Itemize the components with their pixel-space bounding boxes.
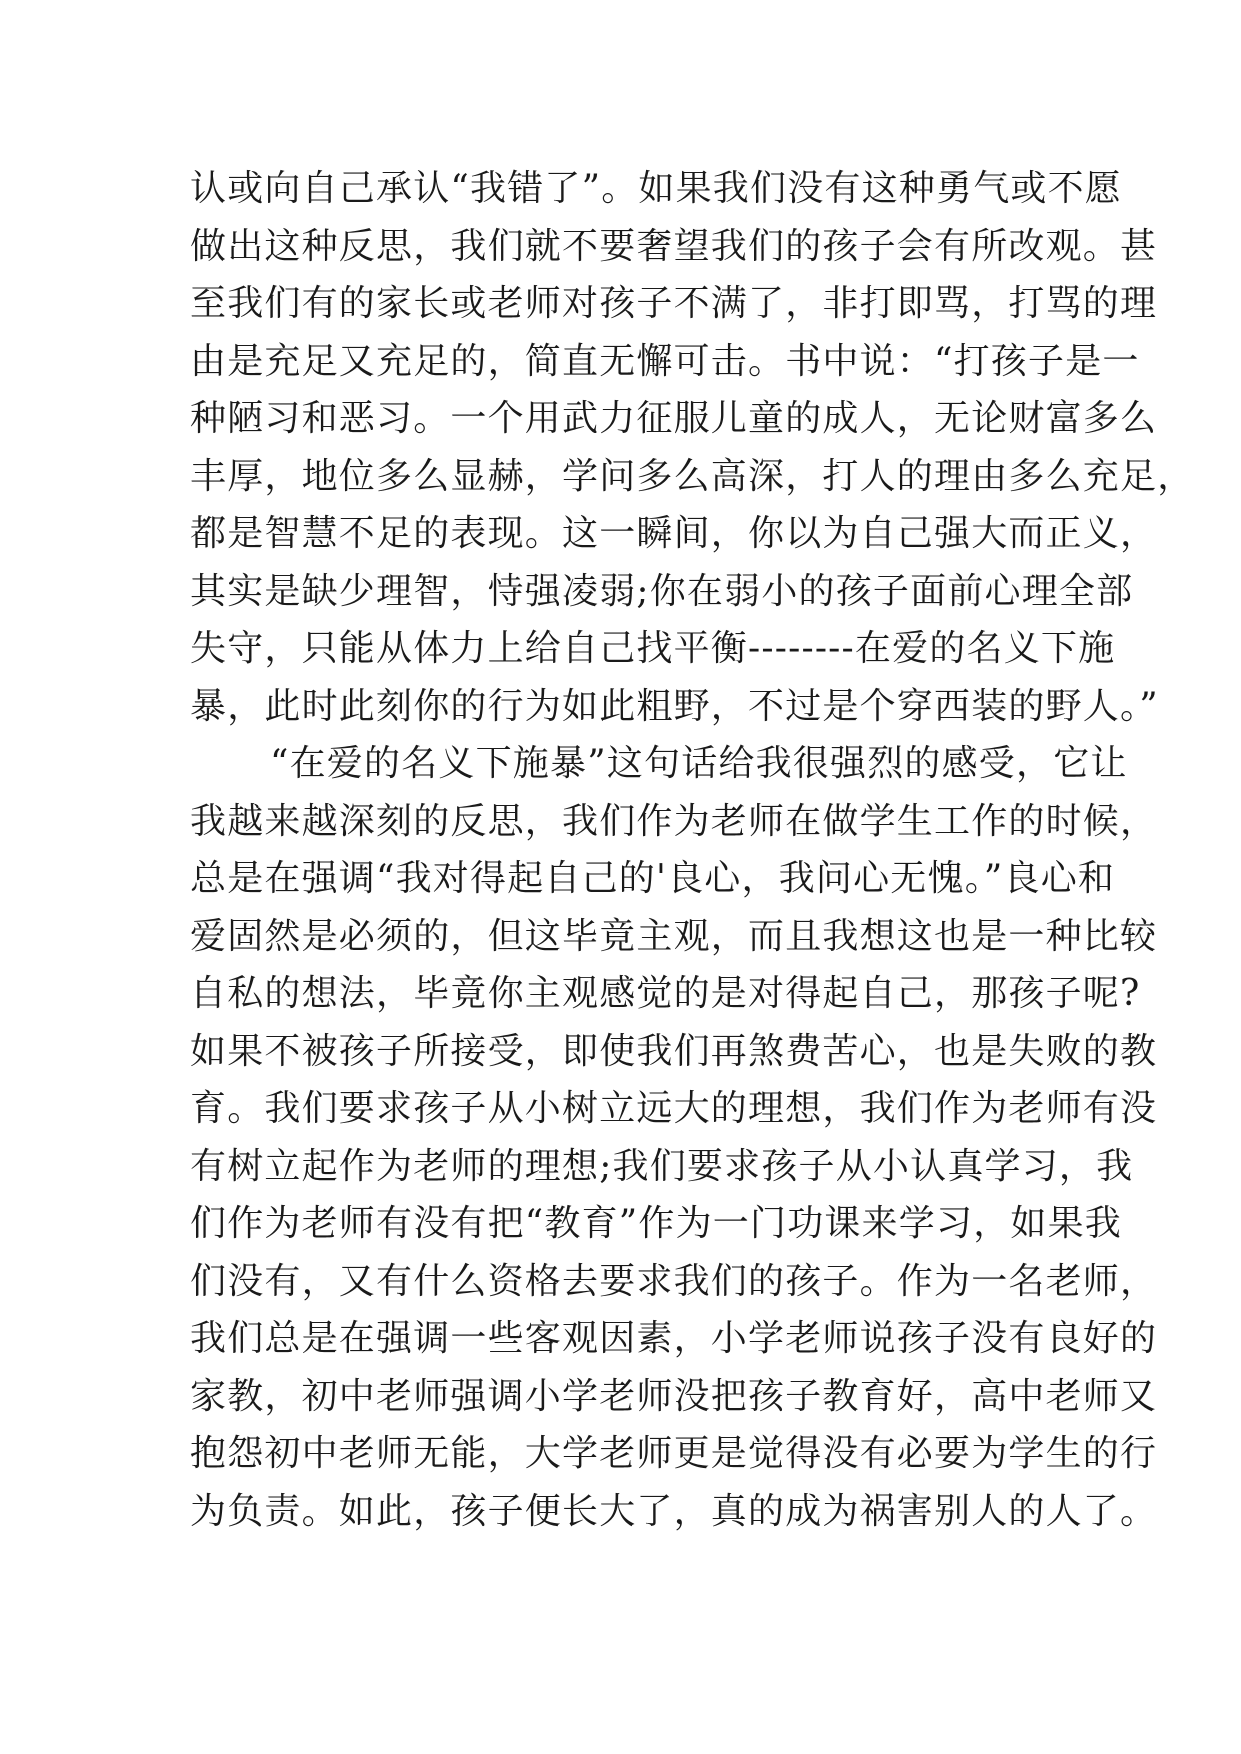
text-line: 自私的想法，毕竟你主观感觉的是对得起自己，那孩子呢? bbox=[190, 973, 1141, 1014]
text-line: 我们总是在强调一些客观因素，小学老师说孩子没有良好的 bbox=[190, 1318, 1158, 1359]
text-line: 们作为老师有没有把“教育”作为一门功课来学习，如果我 bbox=[190, 1203, 1123, 1244]
text-line: 爱固然是必须的，但这毕竟主观，而且我想这也是一种比较 bbox=[190, 915, 1158, 957]
text-line: 由是充足又充足的，简直无懈可击。书中说：“打孩子是一 bbox=[190, 340, 1140, 382]
text-line: 们没有，又有什么资格去要求我们的孩子。作为一名老师， bbox=[190, 1260, 1158, 1302]
text-line: 至我们有的家长或老师对孩子不满了，非打即骂，打骂的理 bbox=[190, 283, 1158, 324]
text-line: 我越来越深刻的反思，我们作为老师在做学生工作的时候， bbox=[190, 800, 1158, 842]
text-line: 家教，初中老师强调小学老师没把孩子教育好，高中老师又 bbox=[190, 1375, 1158, 1417]
paragraph-start-line: “在爱的名义下施暴”这句话给我很强烈的感受，它让 bbox=[270, 743, 1128, 784]
text-line: 暴，此时此刻你的行为如此粗野，不过是个穿西装的野人。” bbox=[190, 685, 1159, 727]
text-line: 总是在强调“我对得起自己的'良心，我问心无愧。”良心和 bbox=[190, 858, 1116, 899]
text-line: 如果不被孩子所接受，即使我们再煞费苦心，也是失败的教 bbox=[190, 1030, 1158, 1072]
text-line: 育。我们要求孩子从小树立远大的理想，我们作为老师有没 bbox=[190, 1088, 1158, 1129]
text-line: 其实是缺少理智，恃强凌弱;你在弱小的孩子面前心理全部 bbox=[190, 570, 1134, 612]
text-line: 都是智慧不足的表现。这一瞬间，你以为自己强大而正义， bbox=[190, 513, 1158, 554]
text-line: 为负责。如此，孩子便长大了，真的成为祸害别人的人了。 bbox=[190, 1490, 1158, 1532]
text-line: 认或向自己承认“我错了”。如果我们没有这种勇气或不愿 bbox=[190, 168, 1123, 209]
text-line: 做出这种反思，我们就不要奢望我们的孩子会有所改观。甚 bbox=[190, 225, 1158, 267]
text-line: 有树立起作为老师的理想;我们要求孩子从小认真学习，我 bbox=[190, 1145, 1134, 1187]
text-line: 种陋习和恶习。一个用武力征服儿童的成人，无论财富多么 bbox=[190, 398, 1158, 439]
text-line: 抱怨初中老师无能，大学老师更是觉得没有必要为学生的行 bbox=[190, 1433, 1158, 1474]
text-line: 失守，只能从体力上给自己找平衡--------在爱的名义下施 bbox=[190, 628, 1116, 669]
text-line: 丰厚，地位多么显赫，学问多么高深，打人的理由多么充足， bbox=[190, 455, 1195, 497]
body-text bbox=[190, 160, 1195, 1540]
